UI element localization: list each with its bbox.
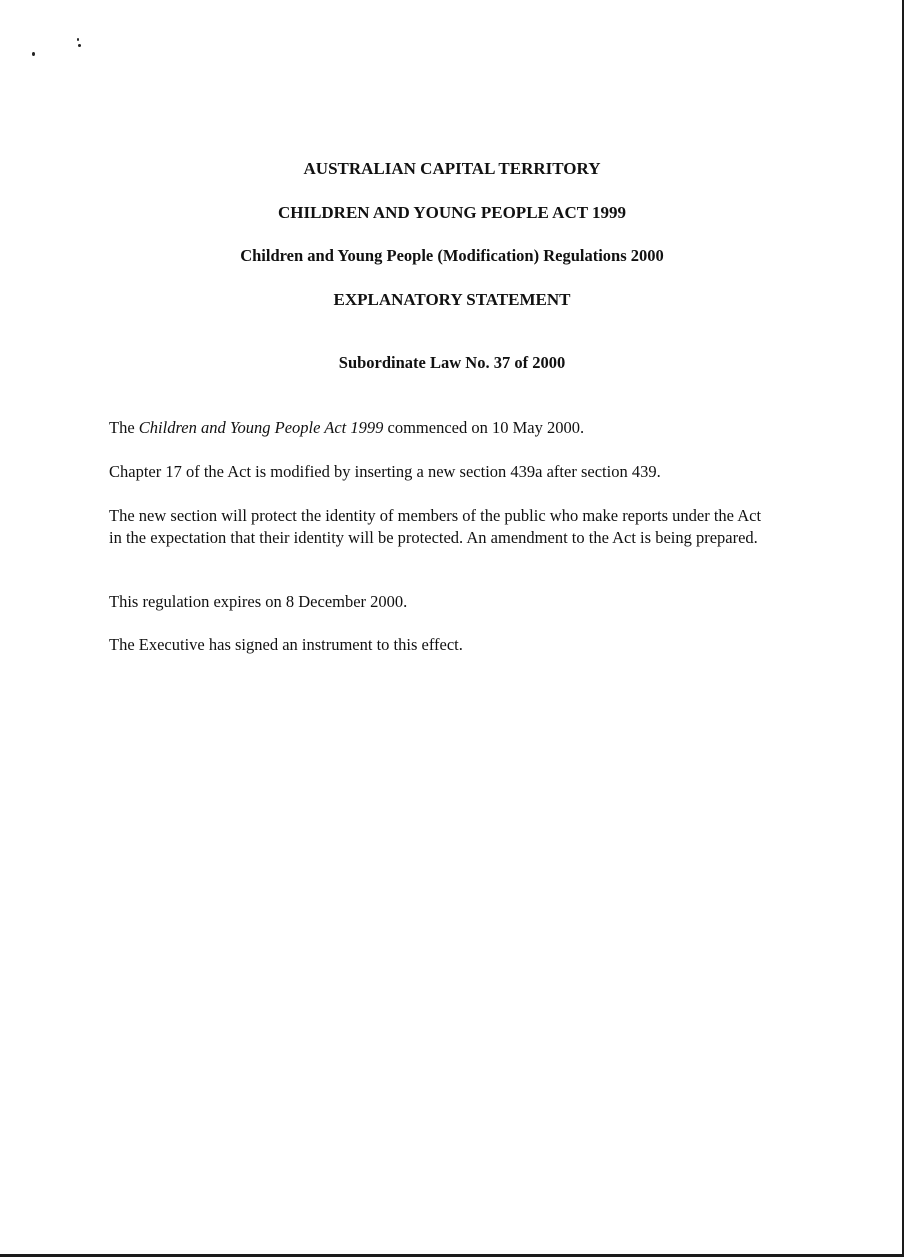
protection-paragraph: The new section will protect the identity of members of the public who make reports under the Act in the expectation that their identity will be protected. An amendment to the Act is being prepared. [109, 506, 762, 547]
commencement-paragraph [109, 417, 769, 439]
p1-suffix: commenced on 10 May 2000. [383, 418, 585, 437]
act-title-italic: Children and Young People Act 1999 [138, 418, 384, 437]
law-number-heading: Subordinate Law No. 37 of 2000 [338, 353, 566, 372]
territory-heading: AUSTRALIAN CAPITAL TERRITORY [303, 159, 601, 178]
p1-prefix: The [109, 418, 139, 437]
act-heading: CHILDREN AND YOUNG PEOPLE ACT 1999 [277, 203, 627, 222]
regulations-heading: Children and Young People (Modification) Regulations 2000 [240, 246, 664, 265]
statement-heading: EXPLANATORY STATEMENT [333, 290, 571, 309]
modification-paragraph: Chapter 17 of the Act is modified by inserting a new section 439a after section 439. [109, 462, 661, 481]
executive-paragraph: The Executive has signed an instrument to this effect. [109, 635, 463, 654]
scan-speck [78, 44, 81, 47]
scan-speck [77, 38, 79, 41]
expiry-paragraph: This regulation expires on 8 December 2000. [109, 592, 408, 611]
scan-speck [32, 52, 35, 56]
